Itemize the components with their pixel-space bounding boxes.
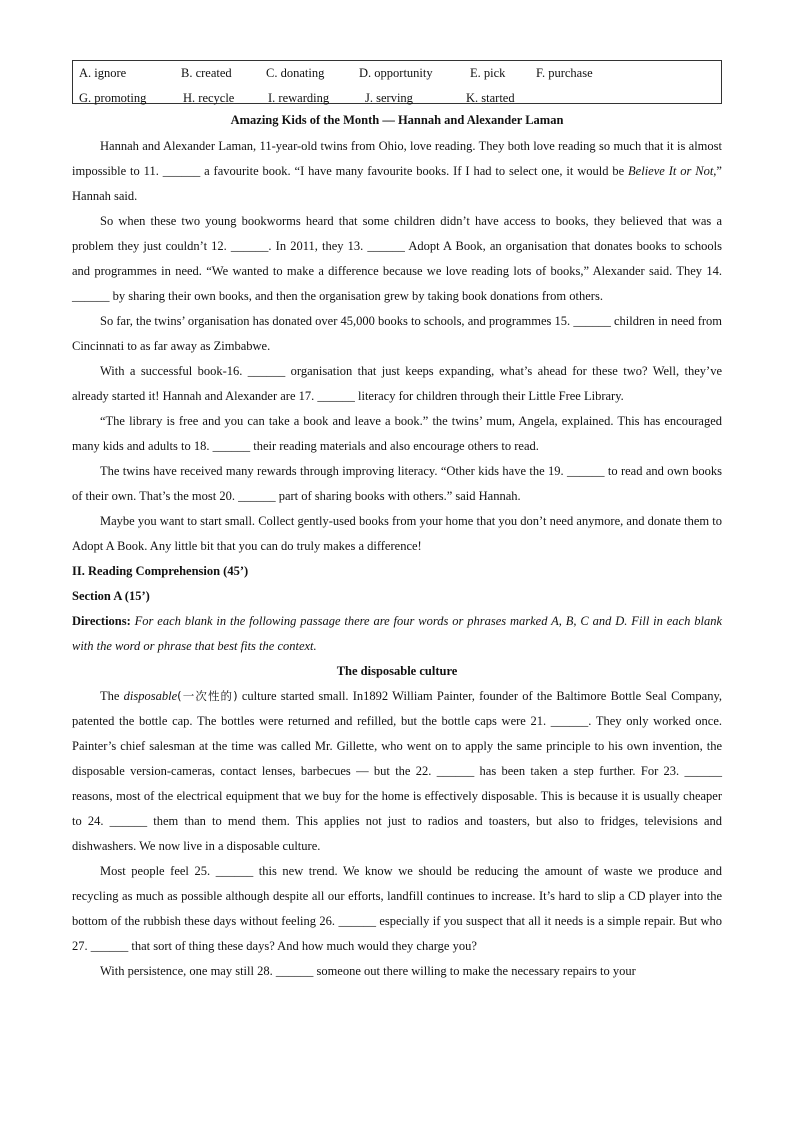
passage1-paragraph: The twins have received many rewards through improving literacy. “Other kids have the 19. ______ to read and own books of their own. That’s the most 20. ______ part of sharing books with others.” said Hannah. — [72, 464, 722, 503]
word-bank-option: F. purchase — [536, 66, 593, 80]
passage1-p1-end: ,” Hannah said. — [72, 164, 722, 203]
passage1-paragraph: So far, the twins’ organisation has donated over 45,000 books to schools, and programmes 15. ______ children in need from Cincinnati to as far away as Zimbabwe. — [72, 314, 722, 353]
passage1-paragraph: So when these two young bookworms heard that some children didn’t have access to books, they believed that was a problem they just couldn’t 12. ______. In 2011, they 13. ______ Adopt A Book, an organisation that donates books to schools and programmes in need. “We wanted to make a difference because we love reading lots of books,” Alexander said. They 14. ______ by sharing their own books, and then the organisation grew by taking book donations from others. — [72, 214, 722, 303]
book-title: Believe It or Not — [628, 164, 714, 178]
keyword-disposable: disposable — [123, 689, 178, 703]
word-bank-option: E. pick — [470, 66, 506, 80]
passage1-p1-text: Hannah and Alexander Laman, 11-year-old twins from Ohio, love reading. They both love reading so much that it is almost impossible to 11. ______ a favourite book. “I have many favourite books. If I had to select one, it would be — [72, 139, 722, 178]
word-bank-option: B. created — [181, 66, 232, 80]
directions — [72, 609, 722, 659]
word-bank-option: D. opportunity — [359, 66, 433, 80]
section-heading: II. Reading Comprehension (45’) — [72, 564, 249, 578]
passage2-paragraph: With persistence, one may still 28. ______ someone out there willing to make the necessary repairs to your — [100, 964, 636, 978]
directions-text: For each blank in the following passage there are four words or phrases marked A, B, C and D. Fill in each blank with the word or phrase that best fits the context. — [72, 614, 722, 653]
word-bank-option: G. promoting — [79, 91, 147, 105]
chinese-gloss: (一次性的) — [177, 689, 238, 703]
passage2-paragraph — [72, 684, 722, 859]
passage2-title: The disposable culture — [336, 664, 458, 678]
passage1-title: Amazing Kids of the Month — Hannah and Alexander Laman — [230, 113, 564, 127]
word-bank-box — [72, 60, 722, 104]
word-bank-option: I. rewarding — [268, 91, 330, 105]
worksheet-page — [72, 60, 722, 984]
word-bank-option: J. serving — [365, 91, 413, 105]
passage2-p1-text: culture started small. In1892 William Painter, founder of the Baltimore Bottle Seal Company, patented the bottle cap. The bottles were returned and refilled, but the bottle caps were 21. ______. They only worked once. Painter’s chief salesman at the time was called Mr. Gillette, who went on to apply the same principle to his own invention, the disposable version-cameras, contact lenses, barbecues — but the 22. ______ has been taken a step further. For 23. ______ reasons, most of the electrical equipment that we buy for the home is effectively disposable. This is because it is usually cheaper to 24. ______ them than to mend them. This applies not just to radios and toasters, but also to fridges, televisions and dishwashers. We now live in a disposable culture. — [72, 689, 723, 853]
passage1-paragraph: Maybe you want to start small. Collect gently-used books from your home that you don’t need anymore, and donate them to Adopt A Book. Any little bit that you can do truly makes a difference! — [72, 514, 722, 553]
passage1-paragraph: “The library is free and you can take a book and leave a book.” the twins’ mum, Angela, explained. This has encouraged many kids and adults to 18. ______ their reading materials and also encourage others to read. — [72, 414, 722, 453]
passage1-paragraph — [72, 134, 722, 209]
passage1-paragraph: With a successful book-16. ______ organisation that just keeps expanding, what’s ahead for these two? Well, they’ve already started it! Hannah and Alexander are 17. ______ literacy for children through their Little Free Library. — [72, 364, 722, 403]
passage2-paragraph: Most people feel 25. ______ this new trend. We know we should be reducing the amount of waste we produce and recycling as much as possible although despite all our efforts, landfill continues to increase. It’s hard to slip a CD player into the bottom of the rubbish these days without feeling 26. ______ especially if you suspect that all it needs is a simple repair. But who 27. ______ that sort of thing these days? And how much would they charge you? — [72, 864, 722, 953]
section-a-heading: Section A (15’) — [72, 589, 150, 603]
word-bank-option: H. recycle — [183, 91, 235, 105]
word-bank-option: A. ignore — [79, 66, 127, 80]
directions-label: Directions: — [72, 614, 131, 628]
word-bank-option: C. donating — [266, 66, 325, 80]
passage2-p1-start: The — [100, 689, 124, 703]
word-bank-option: K. started — [466, 91, 515, 105]
